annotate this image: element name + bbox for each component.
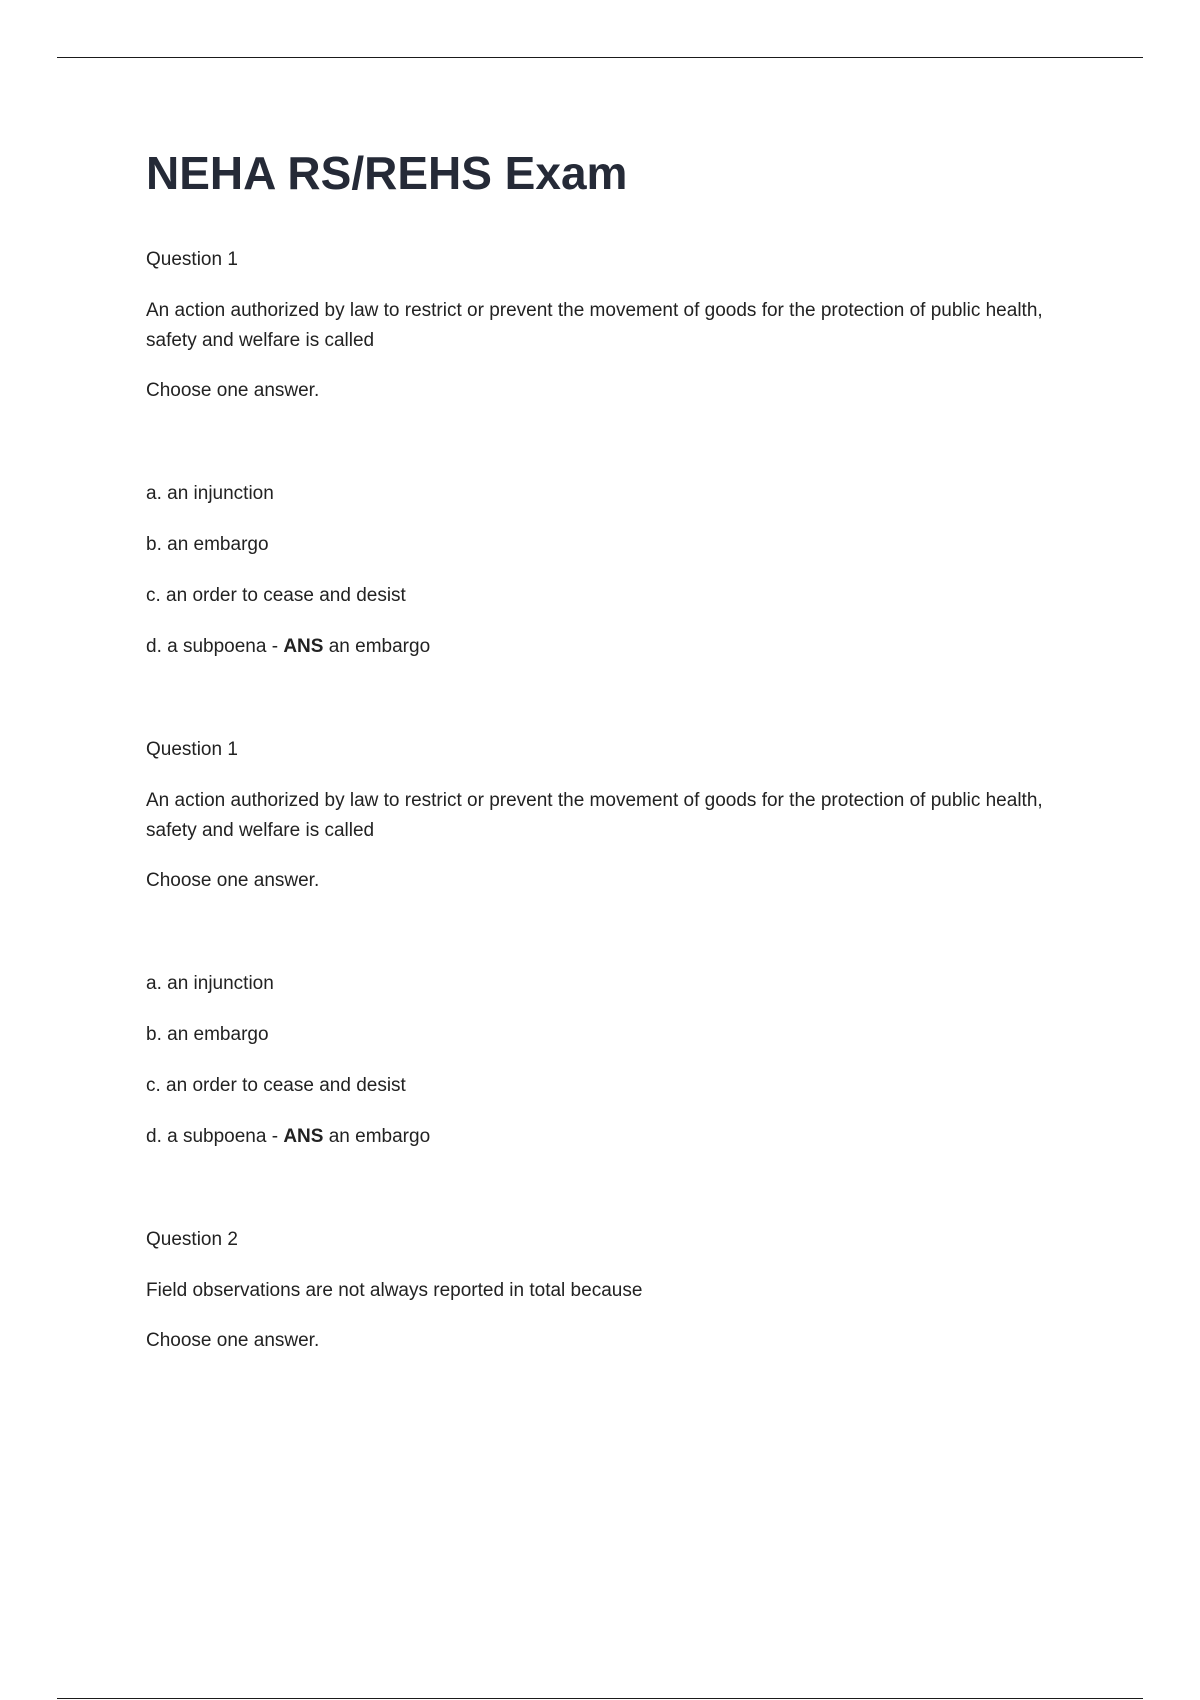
question-block bbox=[146, 735, 1086, 1152]
answer-key-label: ANS bbox=[283, 636, 324, 657]
answer-option-a: a. an injunction bbox=[146, 483, 274, 504]
document-title: NEHA RS/REHS Exam bbox=[146, 147, 628, 199]
question-label: Question 2 bbox=[146, 1229, 238, 1250]
answer-text: an embargo bbox=[323, 1126, 431, 1147]
question-text: An action authorized by law to restrict or prevent the movement of goods for the protection of public health, safety and welfare is called bbox=[146, 300, 1043, 351]
answer-option-c: c. an order to cease and desist bbox=[146, 585, 406, 606]
question-instruction: Choose one answer. bbox=[146, 1330, 320, 1351]
bottom-rule bbox=[57, 1698, 1143, 1699]
answer-option-d bbox=[146, 1122, 1086, 1152]
question-block bbox=[146, 1225, 1086, 1356]
question-instruction: Choose one answer. bbox=[146, 870, 320, 891]
question-text: Field observations are not always reported in total because bbox=[146, 1280, 643, 1301]
question-block bbox=[146, 245, 1086, 662]
answer-option-a: a. an injunction bbox=[146, 973, 274, 994]
answer-option-c: c. an order to cease and desist bbox=[146, 1075, 406, 1096]
question-text: An action authorized by law to restrict or prevent the movement of goods for the protection of public health, safety and welfare is called bbox=[146, 790, 1043, 841]
answer-text: an embargo bbox=[323, 636, 431, 657]
question-instruction: Choose one answer. bbox=[146, 380, 320, 401]
option-d-text: d. a subpoena - bbox=[146, 636, 284, 657]
answer-option-b: b. an embargo bbox=[146, 1024, 269, 1045]
answer-key-label: ANS bbox=[283, 1126, 324, 1147]
question-label: Question 1 bbox=[146, 739, 238, 760]
option-d-text: d. a subpoena - bbox=[146, 1126, 284, 1147]
answer-option-d bbox=[146, 632, 1086, 662]
answer-option-b: b. an embargo bbox=[146, 534, 269, 555]
question-label: Question 1 bbox=[146, 249, 238, 270]
document-body bbox=[146, 145, 1086, 1429]
top-rule bbox=[57, 57, 1143, 58]
